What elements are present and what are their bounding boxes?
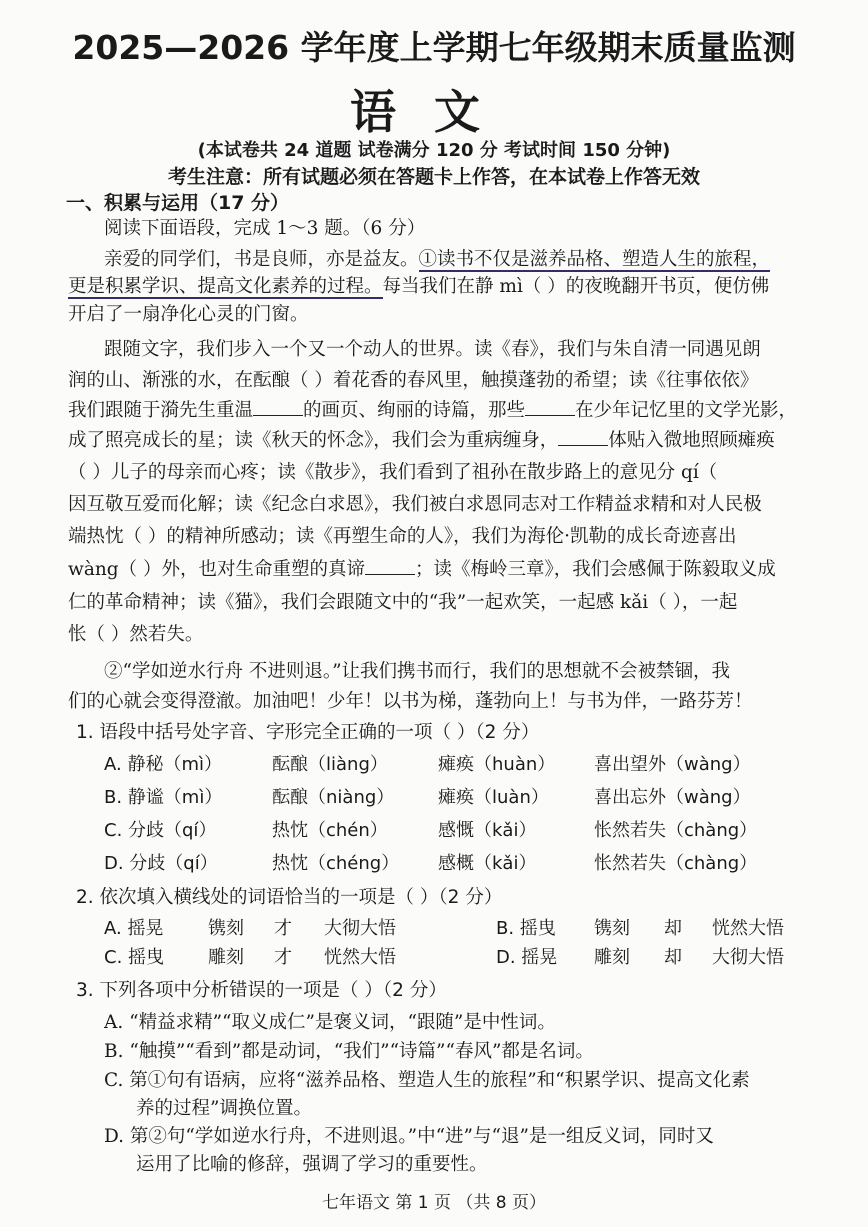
- q2-option-d-item: 大彻大悟: [712, 947, 784, 968]
- question-3-stem: 3. 下列各项中分析错误的一项是（ ）（2 分）: [76, 980, 447, 1001]
- passage-text: 我们跟随于漪先生重温: [68, 400, 254, 421]
- q1-option-b-item: 瘫痪（luàn）: [438, 787, 549, 808]
- passage-text: 在少年记忆里的文学光影，: [575, 400, 798, 421]
- subject-title: 语文: [350, 85, 518, 139]
- passage-text: 的画页、绚丽的诗篇，那些: [303, 400, 526, 421]
- passage-line: 因互敬互爱而化解；读《纪念白求恩》，我们被白求恩同志对工作精益求精和对人民极: [68, 494, 762, 515]
- q3-option-a: A. “精益求精”“取义成仁”是褒义词，“跟随”是中性词。: [104, 1012, 556, 1033]
- q2-option-b-item: 却: [664, 918, 682, 939]
- q1-option-a-item: 瘫痪（huàn）: [438, 754, 556, 775]
- q2-option-c: C. 摇曳: [104, 947, 165, 968]
- question-2-stem: 2. 依次填入横线处的词语恰当的一项是（ ）（2 分）: [76, 887, 503, 908]
- passage-line: [104, 245, 808, 275]
- sentence-1-underlined: ①读书不仅是滋养品格、塑造人生的旅程，: [418, 249, 771, 270]
- passage-line: 仁的革命精神；读《猫》，我们会跟随文中的“我”一起欢笑，一起感 kǎi（ ），一起: [68, 592, 738, 613]
- q2-option-b-item: 镌刻: [594, 918, 630, 939]
- passage-text: 每当我们在静 mì（ ）的夜晚翻开书页，便仿佛: [382, 276, 770, 297]
- q1-option-d-item: 感概（kǎi）: [438, 853, 537, 874]
- q1-option-a-item: 喜出望外（wàng）: [594, 754, 751, 775]
- q2-option-a-item: 镌刻: [208, 918, 244, 939]
- q1-option-c: C. 分歧（qí）: [104, 820, 217, 841]
- passage-line: 们的心就会变得澄澈。加油吧！少年！以书为梯，蓬勃向上！与书为伴，一路芬芳！: [68, 691, 753, 712]
- q2-option-c-item: 才: [274, 947, 292, 968]
- exam-notice: 考生注意：所有试题必须在答题卡上作答，在本试卷上作答无效: [167, 166, 700, 188]
- q1-option-c-item: 怅然若失（chàng）: [594, 820, 758, 841]
- fill-blank: [558, 427, 608, 446]
- question-1-stem: 1. 语段中括号处字音、字形完全正确的一项（ ）（2 分）: [76, 722, 540, 743]
- q1-option-c-item: 热忱（chén）: [272, 820, 388, 841]
- page-footer: 七年语文 第 1 页 （共 8 页）: [321, 1193, 547, 1213]
- passage-text: wàng（ ）外，也对生命重塑的真谛: [68, 559, 366, 580]
- q2-option-d: D. 摇晃: [496, 947, 558, 968]
- passage-text: 亲爱的同学们，书是良师，亦是益友。: [104, 249, 419, 270]
- q3-option-d: D. 第②句“学如逆水行舟，不进则退。”中“进”与“退”是一组反义词，同时又: [104, 1126, 714, 1147]
- passage-line: [68, 272, 808, 302]
- q2-option-c-item: 雕刻: [208, 947, 244, 968]
- q2-option-d-item: 却: [664, 947, 682, 968]
- passage-line: [68, 426, 808, 456]
- q3-option-c-cont: 养的过程”调换位置。: [136, 1098, 312, 1119]
- q1-option-d-item: 热忱（chéng）: [272, 853, 400, 874]
- q2-option-a: A. 摇晃: [104, 918, 164, 939]
- passage-line: 端热忱（ ）的精神所感动；读《再塑生命的人》，我们为海伦·凯勒的成长奇迹喜出: [68, 526, 737, 547]
- exam-info: (本试卷共 24 道题 试卷满分 120 分 考试时间 150 分钟): [197, 140, 671, 161]
- fill-blank: [365, 556, 415, 575]
- instruction: 阅读下面语段，完成 1～3 题。（6 分）: [104, 218, 426, 239]
- passage-line: [68, 555, 808, 585]
- passage-line: 开启了一扇净化心灵的门窗。: [68, 304, 309, 325]
- q1-option-b-item: 喜出忘外（wàng）: [594, 787, 751, 808]
- passage-text: ；读《梅岭三章》，我们会感佩于陈毅取义成: [415, 559, 776, 580]
- q1-option-a: A. 静秘（mì）: [104, 754, 222, 775]
- passage-line: [68, 396, 808, 426]
- q2-option-b: B. 摇曳: [496, 918, 556, 939]
- q3-option-b: B. “触摸”“看到”都是动词，“我们”“诗篇”“春风”都是名词。: [104, 1041, 594, 1062]
- q2-option-a-item: 才: [274, 918, 292, 939]
- passage-line: ②“学如逆水行舟 不进则退。”让我们携书而行，我们的思想就不会被禁锢，我: [104, 661, 731, 682]
- q1-option-c-item: 感慨（kǎi）: [438, 820, 537, 841]
- exam-title: 2025—2026 学年度上学期七年级期末质量监测: [72, 28, 796, 67]
- sentence-1-underlined: 更是积累学识、提高文化素养的过程。: [68, 276, 383, 297]
- passage-line: （ ）儿子的母亲而心疼；读《散步》，我们看到了祖孙在散步路上的意见分 qí（: [68, 462, 718, 483]
- fill-blank: [525, 397, 575, 416]
- fill-blank: [253, 397, 303, 416]
- q2-option-c-item: 恍然大悟: [324, 947, 396, 968]
- q1-option-b: B. 静谧（mì）: [104, 787, 223, 808]
- passage-text: 成了照亮成长的星；读《秋天的怀念》，我们会为重病缠身，: [68, 430, 559, 451]
- q2-option-b-item: 恍然大悟: [712, 918, 784, 939]
- q1-option-b-item: 酝酿（niàng）: [272, 787, 395, 808]
- q1-option-d: D. 分歧（qí）: [104, 853, 218, 874]
- q2-option-a-item: 大彻大悟: [324, 918, 396, 939]
- q2-option-d-item: 雕刻: [594, 947, 630, 968]
- q3-option-d-cont: 运用了比喻的修辞，强调了学习的重要性。: [136, 1154, 488, 1175]
- q1-option-a-item: 酝酿（liàng）: [272, 754, 388, 775]
- passage-line: 润的山、渐涨的水，在酝酿（ ）着花香的春风里，触摸蓬勃的希望；读《往事依依》: [68, 370, 759, 391]
- passage-line: 跟随文字，我们步入一个又一个动人的世界。读《春》，我们与朱自清一同遇见朗: [104, 339, 761, 360]
- passage-text: 体贴入微地照顾瘫痪: [608, 430, 775, 451]
- passage-line: 怅（ ）然若失。: [68, 624, 204, 645]
- q1-option-d-item: 怅然若失（chàng）: [594, 853, 758, 874]
- section-heading: 一、积累与运用（17 分）: [66, 192, 290, 214]
- q3-option-c: C. 第①句有语病，应将“滋养品格、塑造人生的旅程”和“积累学识、提高文化素: [104, 1070, 750, 1091]
